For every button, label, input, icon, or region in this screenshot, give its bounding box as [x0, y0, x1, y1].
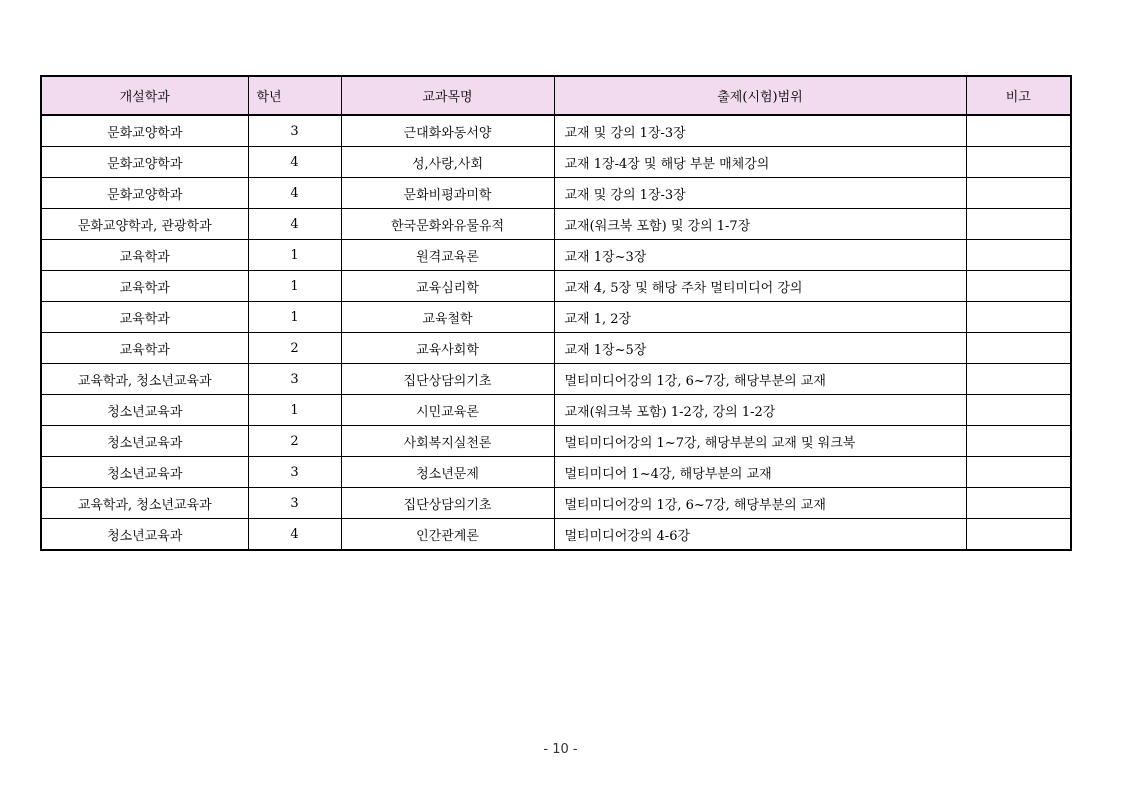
table-row	[41, 271, 1071, 302]
cell-scope: 교재 4, 5장 및 해당 주차 멀티미디어 강의	[554, 271, 966, 302]
cell-department: 문화교양학과, 관광학과	[41, 209, 248, 240]
cell-department: 청소년교육과	[41, 426, 248, 457]
table-row	[41, 488, 1071, 519]
cell-department: 교육학과	[41, 240, 248, 271]
cell-scope: 멀티미디어강의 1강, 6~7강, 해당부분의 교재	[554, 364, 966, 395]
cell-note	[966, 178, 1071, 209]
cell-grade: 3	[248, 115, 341, 147]
cell-note	[966, 395, 1071, 426]
cell-grade: 1	[248, 240, 341, 271]
cell-note	[966, 115, 1071, 147]
table-row	[41, 364, 1071, 395]
cell-department: 교육학과	[41, 302, 248, 333]
cell-course: 집단상담의기초	[341, 364, 554, 395]
cell-scope: 멀티미디어강의 4-6강	[554, 519, 966, 551]
header-course: 교과목명	[341, 76, 554, 115]
cell-scope: 교재(워크북 포함) 1-2강, 강의 1-2강	[554, 395, 966, 426]
header-note: 비고	[966, 76, 1071, 115]
cell-note	[966, 240, 1071, 271]
cell-note	[966, 488, 1071, 519]
cell-department: 청소년교육과	[41, 395, 248, 426]
table-row	[41, 457, 1071, 488]
cell-note	[966, 426, 1071, 457]
cell-department: 교육학과	[41, 333, 248, 364]
cell-grade: 4	[248, 519, 341, 551]
cell-course: 집단상담의기초	[341, 488, 554, 519]
cell-grade: 3	[248, 364, 341, 395]
cell-course: 사회복지실천론	[341, 426, 554, 457]
cell-note	[966, 302, 1071, 333]
cell-note	[966, 333, 1071, 364]
cell-scope: 교재 1장~5장	[554, 333, 966, 364]
cell-scope: 멀티미디어강의 1강, 6~7강, 해당부분의 교재	[554, 488, 966, 519]
exam-scope-table	[40, 75, 1072, 551]
cell-department: 청소년교육과	[41, 519, 248, 551]
cell-department: 문화교양학과	[41, 178, 248, 209]
header-scope: 출제(시험)범위	[554, 76, 966, 115]
cell-grade: 1	[248, 271, 341, 302]
table-row	[41, 147, 1071, 178]
cell-grade: 4	[248, 147, 341, 178]
cell-scope: 교재 및 강의 1장-3장	[554, 115, 966, 147]
table-row	[41, 426, 1071, 457]
page-number: - 10 -	[543, 742, 578, 757]
cell-course: 인간관계론	[341, 519, 554, 551]
cell-course: 교육철학	[341, 302, 554, 333]
cell-course: 시민교육론	[341, 395, 554, 426]
cell-course: 청소년문제	[341, 457, 554, 488]
cell-course: 문화비평과미학	[341, 178, 554, 209]
cell-course: 한국문화와유물유적	[341, 209, 554, 240]
cell-grade: 3	[248, 457, 341, 488]
cell-course: 근대화와동서양	[341, 115, 554, 147]
table-row	[41, 302, 1071, 333]
cell-department: 문화교양학과	[41, 115, 248, 147]
cell-note	[966, 147, 1071, 178]
cell-scope: 멀티미디어강의 1~7강, 해당부분의 교재 및 워크북	[554, 426, 966, 457]
cell-scope: 교재 1, 2장	[554, 302, 966, 333]
cell-course: 교육심리학	[341, 271, 554, 302]
cell-grade: 1	[248, 302, 341, 333]
cell-note	[966, 457, 1071, 488]
cell-scope: 교재 1장-4장 및 해당 부분 매체강의	[554, 147, 966, 178]
cell-scope: 교재 및 강의 1장-3장	[554, 178, 966, 209]
header-row	[41, 76, 1071, 115]
cell-note	[966, 364, 1071, 395]
cell-grade: 1	[248, 395, 341, 426]
table-body	[41, 115, 1071, 550]
cell-department: 청소년교육과	[41, 457, 248, 488]
cell-scope: 멀티미디어 1~4강, 해당부분의 교재	[554, 457, 966, 488]
cell-department: 문화교양학과	[41, 147, 248, 178]
cell-course: 성,사랑,사회	[341, 147, 554, 178]
header-grade: 학년	[248, 76, 341, 115]
cell-course: 교육사회학	[341, 333, 554, 364]
cell-grade: 3	[248, 488, 341, 519]
table-row	[41, 209, 1071, 240]
table-row	[41, 395, 1071, 426]
table-row	[41, 115, 1071, 147]
header-department: 개설학과	[41, 76, 248, 115]
cell-department: 교육학과, 청소년교육과	[41, 488, 248, 519]
table-row	[41, 333, 1071, 364]
cell-scope: 교재(워크북 포함) 및 강의 1-7장	[554, 209, 966, 240]
cell-department: 교육학과, 청소년교육과	[41, 364, 248, 395]
cell-note	[966, 271, 1071, 302]
table-header	[41, 76, 1071, 115]
cell-note	[966, 519, 1071, 551]
cell-grade: 4	[248, 178, 341, 209]
cell-grade: 2	[248, 333, 341, 364]
cell-note	[966, 209, 1071, 240]
cell-grade: 4	[248, 209, 341, 240]
cell-grade: 2	[248, 426, 341, 457]
table-row	[41, 178, 1071, 209]
table-row	[41, 519, 1071, 551]
cell-course: 원격교육론	[341, 240, 554, 271]
cell-scope: 교재 1장~3장	[554, 240, 966, 271]
table-row	[41, 240, 1071, 271]
cell-department: 교육학과	[41, 271, 248, 302]
